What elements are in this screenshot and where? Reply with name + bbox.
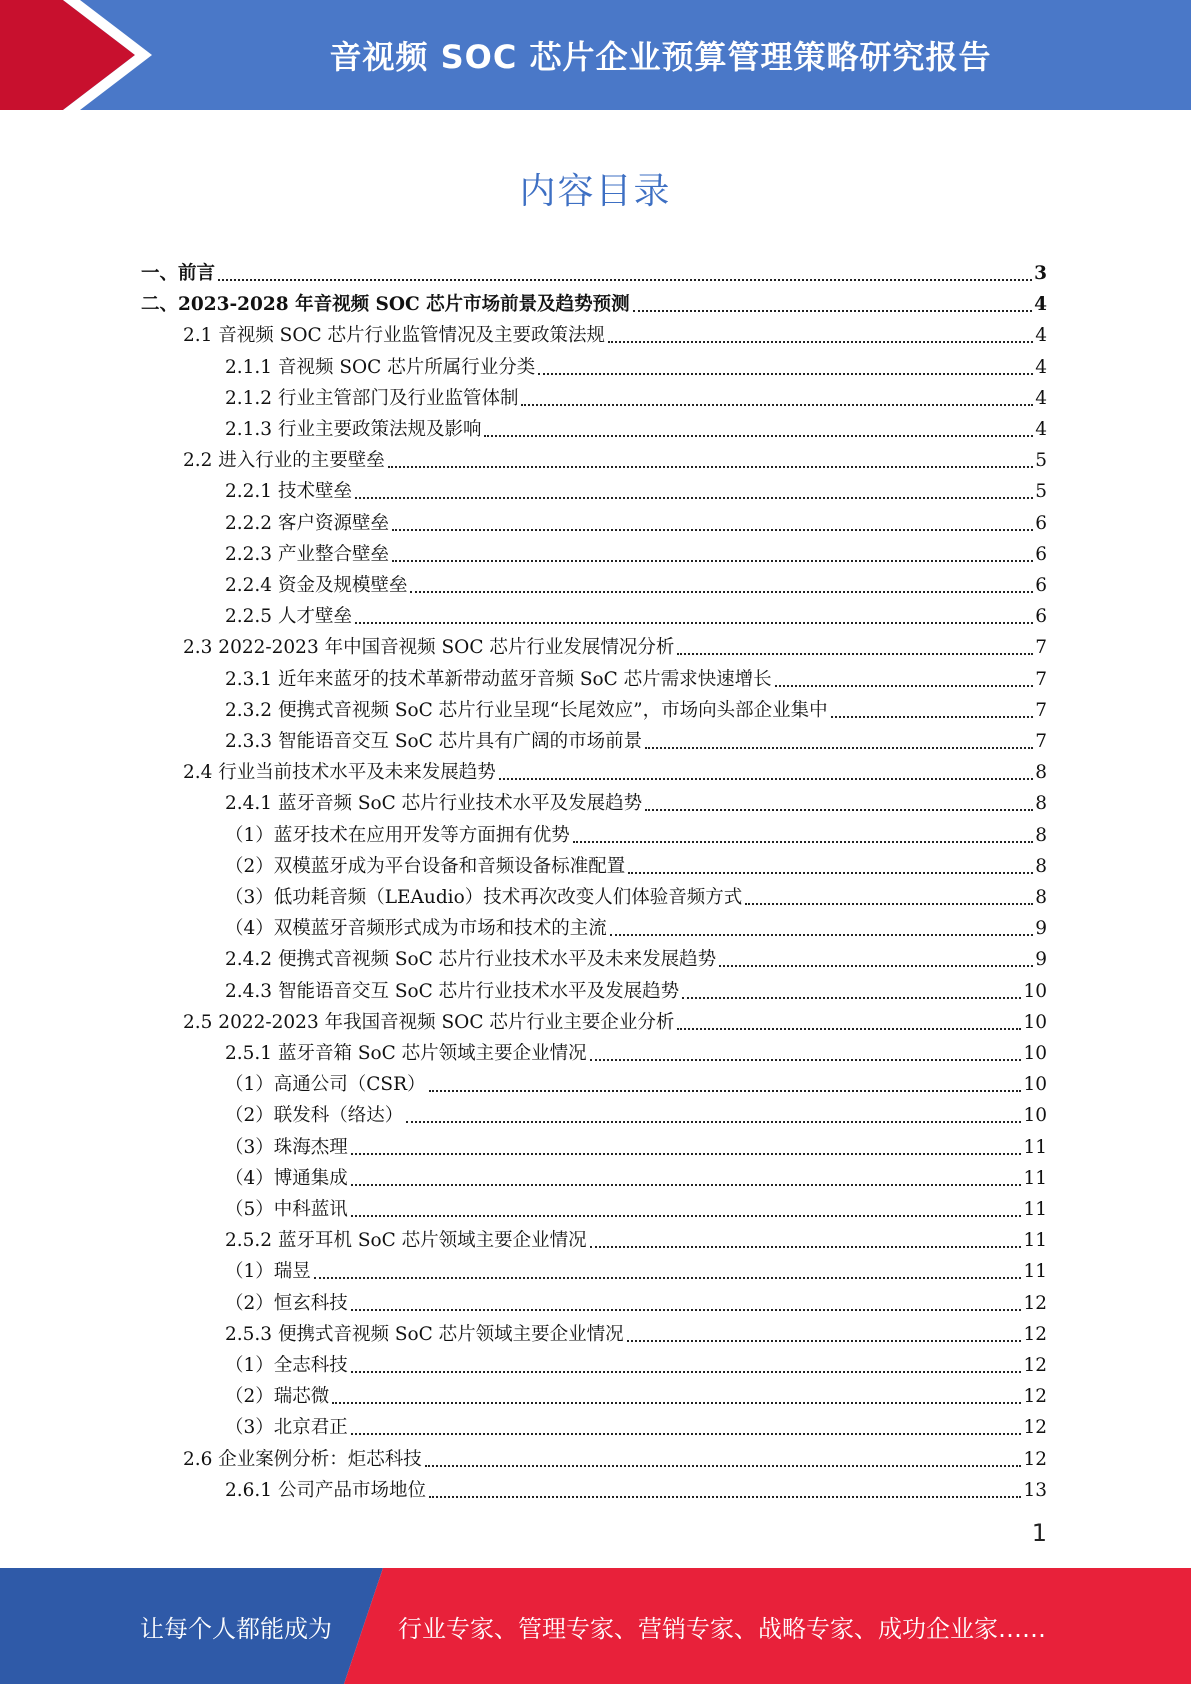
toc-entry-page: 10	[1023, 980, 1047, 1002]
toc-dot-leader	[351, 1287, 1022, 1311]
toc-entry-title: （4）博通集成	[225, 1167, 348, 1189]
toc-entry[interactable]	[225, 784, 1047, 815]
toc-dot-leader	[831, 694, 1034, 718]
toc-dot-leader	[425, 1443, 1022, 1467]
toc-entry-page: 4	[1035, 325, 1047, 347]
toc-entry[interactable]	[225, 1034, 1047, 1065]
toc-entry-page: 10	[1023, 1011, 1047, 1033]
toc-entry-title: 2.5.3 便携式音视频 SoC 芯片领域主要企业情况	[225, 1323, 624, 1345]
toc-dot-leader	[392, 507, 1033, 531]
toc-entry-title: （3）低功耗音频（LEAudio）技术再次改变人们体验音频方式	[225, 887, 743, 908]
toc-dot-leader	[628, 850, 1033, 874]
toc-entry-title: （2）瑞芯微	[225, 1386, 330, 1408]
toc-entry-title: 2.6.1 公司产品市场地位	[225, 1479, 426, 1501]
toc-entry[interactable]	[225, 1377, 1047, 1408]
toc-dot-leader	[677, 1006, 1021, 1030]
footer-slogan-left: 让每个人都能成为	[140, 1614, 332, 1643]
toc-entry[interactable]	[225, 379, 1047, 410]
toc-entry-title: 2.4.1 蓝牙音频 SoC 芯片行业技术水平及发展趋势	[225, 793, 643, 815]
toc-entry-page: 7	[1035, 668, 1047, 690]
toc-entry-page: 11	[1023, 1167, 1047, 1189]
toc-entry-page: 6	[1035, 575, 1047, 596]
toc-entry-page: 4	[1035, 356, 1047, 378]
footer-slogan-right: 行业专家、管理专家、营销专家、战略专家、成功企业家……	[398, 1614, 1046, 1643]
toc-entry[interactable]	[225, 1221, 1047, 1252]
toc-entry-page: 11	[1023, 1261, 1047, 1283]
toc-entry-page: 12	[1023, 1386, 1047, 1408]
toc-dot-leader	[484, 413, 1033, 437]
toc-entry-title: 2.2.3 产业整合壁垒	[225, 543, 389, 565]
toc-dot-leader	[590, 1224, 1022, 1248]
toc-entry-page: 8	[1035, 824, 1047, 846]
toc-entry-title: （1）高通公司（CSR）	[225, 1074, 426, 1096]
toc-entry[interactable]	[225, 722, 1047, 753]
toc-entry-page: 4	[1035, 419, 1047, 440]
toc-entry[interactable]	[225, 1065, 1047, 1096]
toc-entry-title: 2.2.1 技术壁垒	[225, 481, 352, 503]
toc-dot-leader	[429, 1068, 1022, 1092]
toc-entry[interactable]	[183, 628, 1047, 659]
toc-dot-leader	[355, 475, 1033, 499]
toc-dot-leader	[573, 819, 1033, 843]
toc-dot-leader	[719, 943, 1033, 967]
toc-entry-page: 11	[1023, 1199, 1047, 1220]
toc-entry-title: 2.2.4 资金及规模壁垒	[225, 575, 408, 596]
toc-entry-title: （5）中科蓝讯	[225, 1199, 348, 1220]
toc-dot-leader	[410, 569, 1033, 593]
page-footer	[0, 1568, 1191, 1684]
toc-entry-title: 2.5.2 蓝牙耳机 SoC 芯片领域主要企业情况	[225, 1230, 587, 1252]
toc-entry-page: 9	[1035, 918, 1047, 940]
toc-entry-page: 3	[1034, 263, 1047, 284]
toc-dot-leader	[682, 975, 1021, 999]
toc-entry-title: 2.1.1 音视频 SOC 芯片所属行业分类	[225, 356, 536, 378]
toc-dot-leader	[627, 1318, 1022, 1342]
toc-entry[interactable]	[225, 348, 1047, 379]
toc-entry[interactable]	[225, 1346, 1047, 1377]
toc-entry-page: 12	[1023, 1355, 1047, 1376]
toc-entry-title: （1）瑞昱	[225, 1261, 311, 1283]
toc-dot-leader	[392, 538, 1033, 562]
toc-entry[interactable]	[183, 441, 1047, 472]
toc-dot-leader	[775, 663, 1034, 687]
toc-dot-leader	[351, 1131, 1022, 1155]
toc-entry-page: 12	[1023, 1292, 1047, 1314]
toc-dot-leader	[538, 351, 1033, 375]
toc-entry-title: （1）蓝牙技术在应用开发等方面拥有优势	[225, 824, 570, 846]
toc-entry[interactable]	[225, 535, 1047, 566]
toc-entry-page: 12	[1023, 1448, 1047, 1470]
toc-entry-page: 12	[1023, 1417, 1047, 1439]
toc-dot-leader	[677, 631, 1033, 655]
toc-entry-title: 2.5.1 蓝牙音箱 SoC 芯片领域主要企业情况	[225, 1043, 587, 1064]
toc-entry-title: 2.3.3 智能语音交互 SoC 芯片具有广阔的市场前景	[225, 731, 643, 752]
toc-entry[interactable]	[141, 285, 1047, 316]
toc-heading: 内容目录	[519, 171, 672, 212]
toc-entry-page: 12	[1023, 1323, 1047, 1345]
toc-entry[interactable]	[225, 472, 1047, 503]
toc-entry-title: （1）全志科技	[225, 1355, 348, 1376]
toc-entry-title: （2）恒玄科技	[225, 1292, 348, 1314]
toc-dot-leader	[351, 1411, 1022, 1435]
toc-entry-title: 2.3 2022-2023 年中国音视频 SOC 芯片行业发展情况分析	[183, 637, 675, 659]
toc-entry[interactable]	[225, 816, 1047, 847]
toc-dot-leader	[590, 1037, 1022, 1061]
toc-entry-page: 13	[1023, 1479, 1047, 1501]
toc-entry[interactable]	[225, 1408, 1047, 1439]
toc-entry-title: 2.2.5 人才壁垒	[225, 606, 352, 628]
toc-entry[interactable]	[225, 1252, 1047, 1283]
toc-entry-title: 2.6 企业案例分析：炬芯科技	[183, 1448, 422, 1470]
toc-entry[interactable]	[225, 1284, 1047, 1315]
toc-dot-leader	[355, 600, 1033, 624]
toc-dot-leader	[499, 756, 1033, 780]
toc-entry[interactable]	[225, 410, 1047, 441]
toc-entry[interactable]	[225, 566, 1047, 597]
toc-entry-page: 6	[1035, 606, 1047, 628]
toc-entry-title: （4）双模蓝牙音频形式成为市场和技术的主流	[225, 918, 607, 940]
report-title: 音视频 SOC 芯片企业预算管理策略研究报告	[329, 38, 992, 76]
toc-entry-page: 7	[1035, 637, 1047, 659]
toc-dot-leader	[218, 257, 1032, 281]
toc-entry[interactable]	[225, 1190, 1047, 1221]
toc-entry-title: （3）珠海杰理	[225, 1136, 348, 1158]
toc-entry[interactable]	[183, 1440, 1047, 1471]
toc-dot-leader	[521, 382, 1033, 406]
toc-entry-title: 2.1.2 行业主管部门及行业监管体制	[225, 387, 519, 409]
toc-entry[interactable]	[183, 1003, 1047, 1034]
toc-entry-title: 2.4.3 智能语音交互 SoC 芯片行业技术水平及发展趋势	[225, 980, 680, 1002]
toc-entry-page: 4	[1035, 387, 1047, 409]
toc-dot-leader	[608, 319, 1033, 343]
toc-entry-title: 2.5 2022-2023 年我国音视频 SOC 芯片行业主要企业分析	[183, 1011, 675, 1033]
toc-entry-page: 6	[1035, 512, 1047, 534]
toc-entry-page: 5	[1035, 450, 1047, 472]
toc-entry[interactable]	[225, 597, 1047, 628]
toc-dot-leader	[332, 1380, 1021, 1404]
toc-entry-title: 2.2.2 客户资源壁垒	[225, 512, 389, 534]
toc-entry-title: 2.4 行业当前技术水平及未来发展趋势	[183, 762, 496, 784]
toc-entry-page: 4	[1034, 294, 1047, 316]
toc-entry[interactable]	[183, 753, 1047, 784]
toc-entry-title: 一、前言	[141, 263, 216, 284]
toc-entry[interactable]	[225, 940, 1047, 971]
toc-entry-page: 6	[1035, 543, 1047, 565]
toc-dot-leader	[633, 288, 1032, 312]
toc-entry[interactable]	[225, 1471, 1047, 1502]
toc-entry-title: （3）北京君正	[225, 1417, 348, 1439]
toc-entry-page: 8	[1035, 855, 1047, 877]
toc-entry-title: 2.1 音视频 SOC 芯片行业监管情况及主要政策法规	[183, 325, 606, 347]
toc-dot-leader	[351, 1162, 1022, 1186]
toc-entry-page: 7	[1035, 699, 1047, 721]
toc-dot-leader	[351, 1193, 1022, 1217]
toc-entry-page: 10	[1023, 1074, 1047, 1096]
toc-entry-title: 2.4.2 便携式音视频 SoC 芯片行业技术水平及未来发展趋势	[225, 949, 717, 971]
toc-dot-leader	[388, 444, 1033, 468]
toc-entry-title: 2.3.1 近年来蓝牙的技术革新带动蓝牙音频 SoC 芯片需求快速增长	[225, 668, 772, 690]
toc-entry[interactable]	[225, 847, 1047, 878]
toc-entry[interactable]	[183, 316, 1047, 347]
toc-entry-title: 2.2 进入行业的主要壁垒	[183, 450, 385, 472]
toc-entry-title: 2.3.2 便携式音视频 SoC 芯片行业呈现“长尾效应”，市场向头部企业集中	[225, 699, 828, 721]
toc-entry-page: 5	[1035, 481, 1047, 503]
toc-entry[interactable]	[141, 254, 1047, 285]
toc-entry[interactable]	[225, 1159, 1047, 1190]
toc-entry[interactable]	[225, 878, 1047, 909]
toc-entry-title: 2.1.3 行业主要政策法规及影响	[225, 419, 482, 440]
toc-dot-leader	[610, 912, 1033, 936]
toc-entry[interactable]	[225, 972, 1047, 1003]
toc-dot-leader	[645, 787, 1033, 811]
toc-entry-page: 10	[1023, 1105, 1047, 1127]
toc-entry-page: 8	[1035, 762, 1047, 784]
toc-entry-page: 7	[1035, 731, 1047, 752]
toc-entry[interactable]	[225, 691, 1047, 722]
toc-entry-title: 二、2023-2028 年音视频 SOC 芯片市场前景及趋势预测	[141, 294, 630, 316]
toc-entry-page: 8	[1035, 793, 1047, 815]
toc-entry[interactable]	[225, 909, 1047, 940]
toc-dot-leader	[429, 1474, 1021, 1498]
toc-entry-page: 8	[1035, 887, 1047, 908]
toc-dot-leader	[745, 881, 1033, 905]
toc-entry-title: （2）联发科（络达）	[225, 1105, 404, 1127]
toc-dot-leader	[351, 1349, 1022, 1373]
toc-entry[interactable]	[225, 660, 1047, 691]
page-header	[0, 0, 1191, 110]
toc-entry-page: 11	[1023, 1136, 1047, 1158]
toc-entry-page: 11	[1023, 1230, 1047, 1252]
toc-entry-page: 9	[1035, 949, 1047, 971]
toc-entry[interactable]	[225, 504, 1047, 535]
toc-entry-title: （2）双模蓝牙成为平台设备和音频设备标准配置	[225, 855, 626, 877]
toc-dot-leader	[314, 1255, 1022, 1279]
toc-dot-leader	[406, 1099, 1021, 1123]
toc-entry[interactable]	[225, 1315, 1047, 1346]
toc-entry-page: 10	[1023, 1043, 1047, 1064]
toc-entry[interactable]	[225, 1128, 1047, 1159]
page-number: 1	[1031, 1519, 1047, 1547]
toc-entry[interactable]	[225, 1096, 1047, 1127]
toc-dot-leader	[645, 725, 1033, 749]
